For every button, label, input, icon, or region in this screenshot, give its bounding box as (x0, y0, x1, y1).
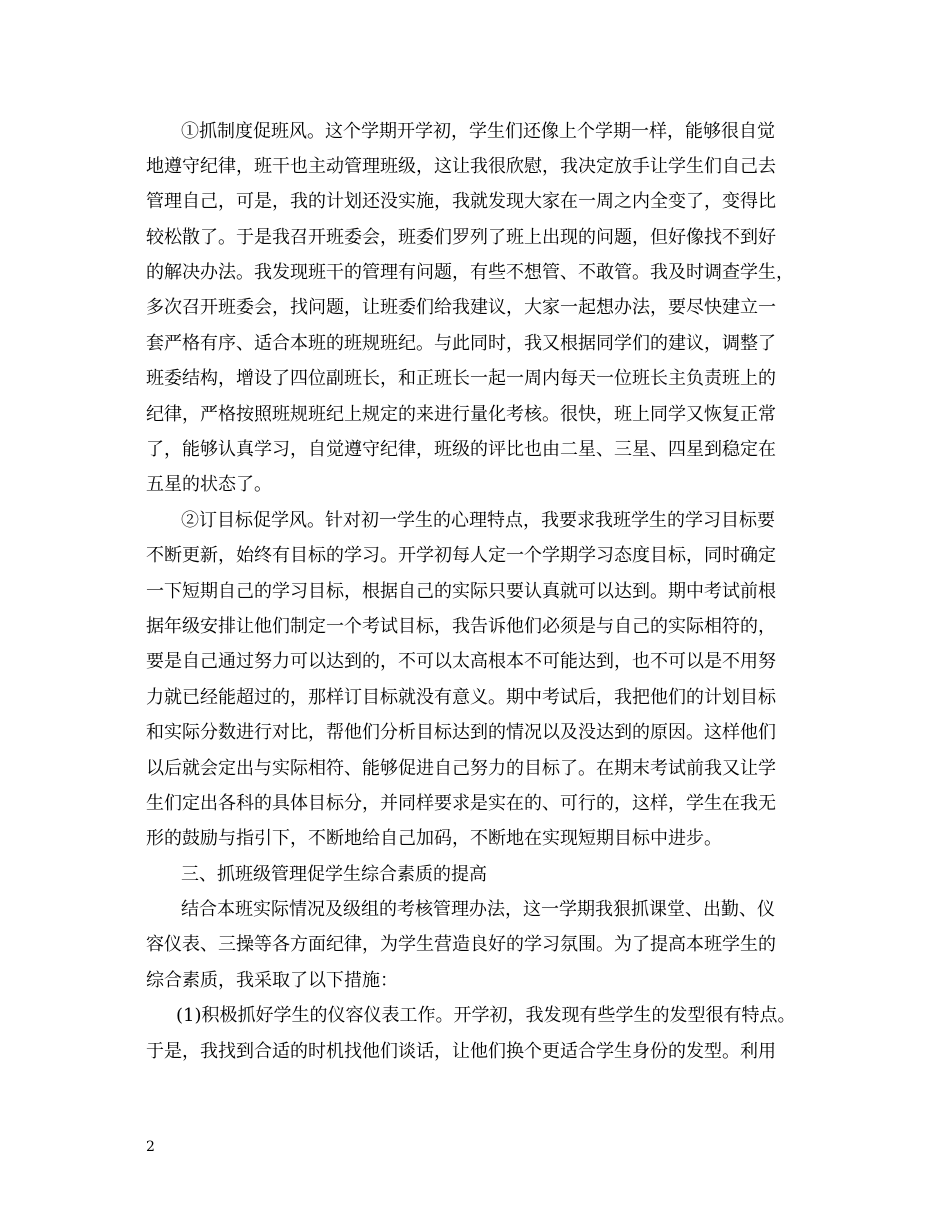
paragraph-line-9: 纪律，严格按照班规班纪上规定的来进行量化考核。很快，班上同学又恢复正常 (146, 404, 776, 425)
paragraph-line-14: 一下短期自己的学习目标，根据自己的实际只要认真就可以达到。期中考试前根 (146, 581, 776, 602)
paragraph-line-20: 生们定出各科的具体目标分，并同样要求是实在的、可行的，这样，学生在我无 (146, 793, 776, 814)
paragraph-line-11: 五星的状态了。 (146, 474, 272, 495)
paragraph-line-7: 套严格有序、适合本班的班规班纪。与此同时，我又根据同学们的建议，调整了 (146, 333, 776, 354)
paragraph-line-17: 力就已经能超过的，那样订目标就没有意义。期中考试后，我把他们的计划目标 (146, 687, 776, 708)
paragraph-line-10: 了，能够认真学习，自觉遵守纪律，班级的评比也由二星、三星、四星到稳定在 (146, 439, 776, 460)
paragraph-line-22: 三、抓班级管理促学生综合素质的提高 (181, 864, 487, 885)
paragraph-line-19: 以后就会定出与实际相符、能够促进自己努力的目标了。在期末考试前我又让学 (146, 758, 776, 779)
paragraph-line-5: 的解决办法。我发现班干的管理有问题，有些不想管、不敢管。我及时调查学生， (146, 262, 794, 283)
paragraph-line-6: 多次召开班委会，找问题，让班委们给我建议，大家一起想办法，要尽快建立一 (146, 297, 776, 318)
paragraph-line-26: (1)积极抓好学生的仪容仪表工作。开学初，我发现有些学生的发型很有特点。 (176, 1005, 796, 1026)
page-number: 2 (146, 1139, 155, 1155)
paragraph-line-12: ②订目标促学风。针对初一学生的心理特点，我要求我班学生的学习目标要 (181, 510, 775, 531)
paragraph-line-15: 据年级安排让他们制定一个考试目标，我告诉他们必须是与自己的实际相符的， (146, 616, 776, 637)
paragraph-line-1: ①抓制度促班风。这个学期开学初，学生们还像上个学期一样，能够很自觉 (181, 121, 775, 142)
paragraph-line-24: 容仪表、三操等各方面纪律，为学生营造良好的学习氛围。为了提高本班学生的 (146, 934, 776, 955)
paragraph-line-4: 较松散了。于是我召开班委会，班委们罗列了班上出现的问题，但好像找不到好 (146, 227, 776, 248)
paragraph-line-18: 和实际分数进行对比，帮他们分析目标达到的情况以及没达到的原因。这样他们 (146, 722, 776, 743)
paragraph-line-13: 不断更新，始终有目标的学习。开学初每人定一个学期学习态度目标，同时确定 (146, 545, 776, 566)
paragraph-line-2: 地遵守纪律，班干也主动管理班级，这让我很欣慰，我决定放手让学生们自己去 (146, 156, 776, 177)
paragraph-line-16: 要是自己通过努力可以达到的，不可以太高根本不可能达到，也不可以是不用努 (146, 651, 776, 672)
paragraph-line-21: 形的鼓励与指引下，不断地给自己加码，不断地在实现短期目标中进步。 (146, 828, 722, 849)
paragraph-line-27: 于是，我找到合适的时机找他们谈话，让他们换个更适合学生身份的发型。利用 (146, 1041, 776, 1062)
paragraph-line-3: 管理自己，可是，我的计划还没实施，我就发现大家在一周之内全变了，变得比 (146, 191, 776, 212)
paragraph-line-23: 结合本班实际情况及级组的考核管理办法，这一学期我狠抓课堂、出勤、仪 (181, 899, 775, 920)
paragraph-line-25: 综合素质，我采取了以下措施： (146, 970, 398, 991)
paragraph-line-8: 班委结构，增设了四位副班长，和正班长一起一周内每天一位班长主负责班上的 (146, 368, 776, 389)
